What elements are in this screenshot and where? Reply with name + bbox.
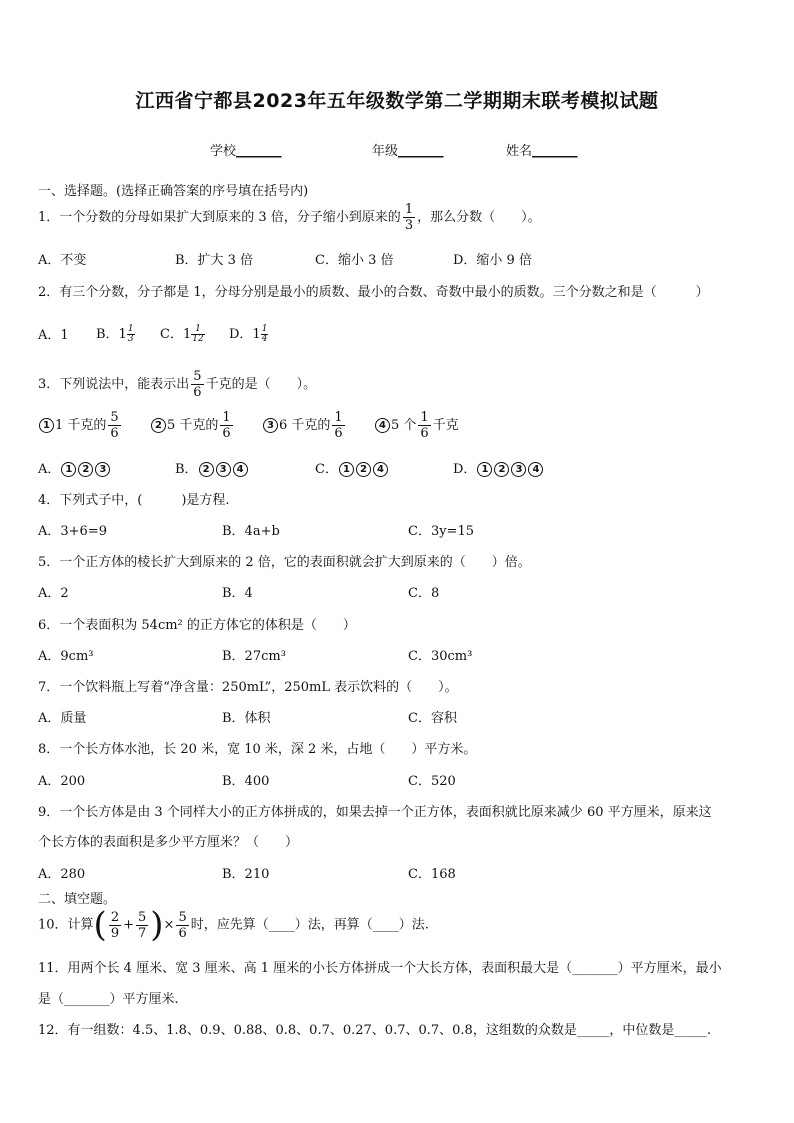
school-label: 学校 [210,144,237,159]
q4-option-b[interactable]: B．4a+b [222,524,280,539]
question-4: 4．下列式子中，( )是方程. [38,493,230,508]
q7-option-b[interactable]: B．体积 [222,711,271,726]
question-8: 8．一个长方体水池，长 20 米，宽 10 米，深 2 米，占地（ ）平方米。 [38,742,477,757]
name-blank: _______ [532,144,578,159]
name-label: 姓名 [506,144,533,159]
q8-option-b[interactable]: B．400 [222,774,270,789]
question-5: 5．一个正方体的棱长扩大到原来的 2 倍，它的表面积就会扩大到原来的（ ）倍。 [38,555,531,570]
q9-option-b[interactable]: B．210 [222,867,270,882]
q1-option-d[interactable]: D．缩小 9 倍 [453,253,532,268]
q3-statement-2: 2 5 千克的 $\frac{1}{6}$ [150,411,235,440]
q2-option-b[interactable]: B．1 $\frac{1}{3}$ [96,324,134,344]
grade-field[interactable] [372,140,444,159]
q3-statement-3: 3 6 千克的 $\frac{1}{6}$ [262,411,347,440]
q3-option-b[interactable]: B． 2 3 4 [175,458,249,477]
section2-heading: 二、填空题。 [38,892,117,907]
q6-option-b[interactable]: B．27cm³ [222,649,286,664]
name-field[interactable] [506,140,578,159]
question-11-line1: 11．用两个长 4 厘米、宽 3 厘米、高 1 厘米的小长方体拼成一个大长方体，表面积最大是（_______）平方厘米，最小 [38,961,722,976]
q7-option-a[interactable]: A．质量 [38,711,87,726]
q1-fraction: $\frac{1}{3}$ [404,202,414,233]
q8-option-c[interactable]: C．520 [408,774,456,789]
question-7: 7．一个饮料瓶上写着“净含量：250mL”，250mL 表示饮料的（ ）。 [38,680,458,695]
q3-statement-1: 1 1 千克的 $\frac{5}{6}$ [38,411,123,440]
q3-fraction: $\frac{5}{6}$ [193,369,202,400]
q1-text: 1．一个分数的分母如果扩大到原来的 3 倍，分子缩小到原来的 [38,210,401,225]
q3-statement-4: 4 5 个 $\frac{1}{6}$ 千克 [374,411,459,440]
q9-option-a[interactable]: A．280 [38,867,86,882]
q6-option-a[interactable]: A．9cm³ [38,649,94,664]
q1-text-end: ，那么分数（ ）。 [417,210,541,225]
q6-option-c[interactable]: C．30cm³ [408,649,473,664]
q7-option-c[interactable]: C．容积 [408,711,457,726]
q9-option-c[interactable]: C．168 [408,867,456,882]
question-9-line2: 个长方体的表面积是多少平方厘米？（ ） [38,835,299,850]
q5-option-b[interactable]: B．4 [222,586,253,601]
q3-option-c[interactable]: C． 1 2 4 [315,458,389,477]
question-12: 12．有一组数：4.5、1.8、0.9、0.88、0.8、0.7、0.27、0.7、0.7、0.8，这组数的众数是_____，中位数是_____. [38,1023,711,1038]
page-title: 江西省宁都县2023年五年级数学第二学期期末联考模拟试题 [135,90,659,112]
student-info [0,140,794,158]
section1-heading: 一、选择题。(选择正确答案的序号填在括号内) [38,184,309,199]
question-11-line2: 是（_______）平方厘米. [38,992,179,1007]
school-blank: _______ [236,144,282,159]
q5-option-c[interactable]: C．8 [408,586,440,601]
q2-option-c[interactable]: C．1 $\frac{1}{12}$ [160,324,204,344]
school-field[interactable] [210,140,282,159]
question-2: 2．有三个分数，分子都是 1，分母分别是最小的质数、最小的合数、奇数中最小的质数。三个分数之和是（ ） [38,285,709,300]
q4-option-a[interactable]: A．3+6=9 [38,524,107,539]
question-3: 3．下列说法中，能表示出 $\frac{5}{6}$ 千克的是（ ）。 [38,369,317,400]
q2-option-a[interactable]: A．1 [38,328,69,343]
grade-blank: _______ [398,144,444,159]
q3-option-a[interactable]: A． 1 2 3 [38,458,111,477]
q5-option-a[interactable]: A．2 [38,586,69,601]
grade-label: 年级 [372,144,399,159]
question-10: 10．计算( $\frac{2}{9}$ + $\frac{5}{7}$ )× $\frac{5}{6}$ 时，应先算（____）法，再算（____）法. [38,905,429,945]
q8-option-a[interactable]: A．200 [38,774,86,789]
question-1 [38,203,541,232]
q3-option-d[interactable]: D． 1 2 3 4 [453,458,544,477]
q1-option-b[interactable]: B．扩大 3 倍 [175,253,254,268]
q2-option-d[interactable]: D．1 $\frac{1}{4}$ [229,324,268,344]
question-6: 6．一个表面积为 54cm² 的正方体它的体积是（ ） [38,618,356,633]
q1-option-a[interactable]: A．不变 [38,253,87,268]
q4-option-c[interactable]: C．3y=15 [408,524,474,539]
q1-option-c[interactable]: C．缩小 3 倍 [315,253,394,268]
question-9-line1: 9．一个长方体是由 3 个同样大小的正方体拼成的，如果去掉一个正方体，表面积就比原来减少 60 平方厘米，原来这 [38,805,712,820]
